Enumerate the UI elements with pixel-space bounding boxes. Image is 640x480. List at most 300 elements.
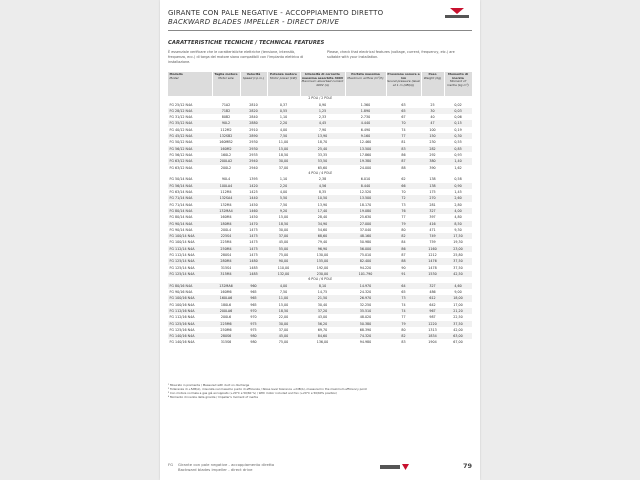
table-cell: FG 125/14 N4A [169, 265, 195, 270]
table-cell: 416 [421, 221, 444, 227]
table-cell: 65 [386, 108, 421, 114]
table-cell: 0,03 [444, 108, 472, 114]
table-cell: 230,00 [300, 271, 345, 277]
table-cell: 50.980 [359, 240, 372, 245]
table-cell: 27.000 [345, 221, 386, 227]
table-cell: 970 [250, 315, 257, 320]
table-cell: 132SA4 [212, 195, 240, 201]
table-cell: 160M2 [212, 146, 240, 152]
table-cell: 160MB2 [219, 140, 233, 145]
table-cell: 642 [429, 302, 436, 307]
table-cell: 45,00 [278, 240, 289, 245]
table-cell: 63,00 [444, 333, 472, 339]
table-cell: 90L2 [212, 120, 240, 126]
table-cell: 132MA4 [212, 208, 240, 214]
column-header [345, 72, 386, 96]
column-header [212, 72, 240, 96]
table-cell: 138 [429, 177, 436, 182]
table-cell: 48.160 [345, 233, 386, 239]
footnotes [168, 383, 468, 399]
table-cell: 4,00 [279, 190, 288, 195]
table-cell: 11,00 [278, 140, 289, 145]
table-cell: 47 [421, 120, 444, 126]
table-cell: 67,00 [453, 340, 463, 345]
table-cell: 2820 [240, 108, 267, 114]
column-header-en: Speed (r.p.m.) [242, 75, 265, 80]
table-cell: 32.250 [359, 302, 372, 307]
table-cell: 132,00 [267, 271, 300, 277]
ferrari-logo-icon [442, 6, 472, 20]
table-cell: 34,90 [300, 221, 345, 227]
table-cell: 1475 [249, 253, 258, 258]
table-cell: 155,00 [300, 258, 345, 264]
table-cell: 81 [401, 140, 406, 145]
column-header-en: Motor power (kW) [270, 75, 297, 80]
table-cell: 160L2 [220, 152, 232, 157]
table-cell: 1475 [240, 233, 267, 239]
table-cell: 18,50 [267, 221, 300, 227]
table-cell: 19,30 [453, 240, 463, 245]
table-cell: 965 [240, 295, 267, 301]
table-cell: 4,00 [279, 127, 288, 132]
table-cell: 1,10 [279, 177, 288, 182]
table-cell: 50.380 [345, 321, 386, 327]
table-cell: 4,45 [300, 120, 345, 126]
table-cell: 68.390 [359, 327, 372, 332]
table-cell: 13,90 [300, 133, 345, 139]
table-cell: 175 [429, 190, 436, 195]
table-cell: 17,00 [453, 302, 463, 307]
table-cell: 200L4 [220, 227, 232, 232]
table-cell: 150 [421, 133, 444, 139]
table-cell: FG 100/16 N4A [168, 295, 212, 301]
table-cell: 83 [401, 340, 406, 345]
table-cell: 980 [240, 333, 267, 339]
table-cell: 53,50 [300, 158, 345, 164]
column-header [444, 72, 472, 96]
table-cell: FG 125/16 N4A [168, 321, 212, 327]
table-cell: 2,20 [267, 120, 300, 126]
table-cell: 17,40 [300, 208, 345, 214]
table-cell: 2940 [249, 165, 258, 170]
table-cell: 33,35 [317, 152, 328, 157]
table-cell: 10,50 [300, 195, 345, 201]
table-cell: 281 [429, 202, 436, 207]
table-cell: 30,00 [278, 227, 289, 232]
table-cell: 380 [421, 158, 444, 164]
table-cell: 13.500 [345, 195, 386, 201]
table-cell: 37.040 [359, 227, 372, 232]
table-cell: 9.160 [345, 133, 386, 139]
table-cell: 2890 [240, 133, 267, 139]
table-cell: 1450 [249, 202, 258, 207]
table-cell: 25,40 [300, 146, 345, 152]
table-cell: 66 [386, 183, 421, 189]
column-header-it: Portata massima [351, 72, 380, 76]
table-cell: 130,00 [316, 253, 329, 258]
table-cell: 25.630 [359, 215, 372, 220]
table-cell: 200LA6 [212, 308, 240, 314]
table-cell: FG 125/14 N4A [168, 258, 212, 264]
table-cell: 67 [401, 115, 406, 120]
table-cell: 1485 [249, 265, 258, 270]
section-title: CARATTERISTICHE TECNICHE / TECHNICAL FEATURES [168, 40, 325, 46]
table-cell: FG 31/12 N4A [169, 115, 193, 120]
table-cell: 280S6 [212, 333, 240, 339]
table-cell: 0,55 [267, 108, 300, 114]
table-cell: 63 [401, 102, 406, 107]
table-cell: 0,02 [454, 102, 462, 107]
table-cell: 12.520 [359, 190, 372, 195]
table-cell: 7,90 [318, 127, 327, 132]
table-cell: 967 [421, 308, 444, 314]
footer-line-english: Backward blades impeller - direct drive [178, 467, 253, 472]
table-cell: 987 [429, 315, 436, 320]
table-cell: 960 [240, 283, 267, 289]
table-cell: 1480 [240, 258, 267, 264]
table-cell: 0,90 [444, 183, 472, 189]
table-cell: 30,40 [317, 302, 328, 307]
column-header-en: Maximum absorbed current 400V (A) [301, 79, 344, 87]
table-cell: FG 90/14 N4A [168, 221, 212, 227]
table-cell: 965 [250, 302, 257, 307]
table-cell: 1450 [249, 215, 258, 220]
table-cell: 4.440 [345, 120, 386, 126]
table-cell: 15,00 [278, 215, 289, 220]
table-cell: 73 [401, 202, 406, 207]
page-title: GIRANTE CON PALE NEGATIVE - ACCOPPIAMENTO DIRETTO [168, 9, 384, 17]
table-cell: 1,10 [279, 115, 288, 120]
footnote: ² Tolleranze di +5dB(A), misurata nel massimo punto di efficienza / Noise level tolerance +2dB(A), measured in the maximum efficiency point [168, 387, 367, 392]
table-cell: 24.000 [359, 165, 372, 170]
table-cell: 1,25 [300, 108, 345, 114]
table-cell: 4,00 [267, 283, 300, 289]
table-cell: 1904 [428, 340, 437, 345]
table-cell: 15,00 [278, 302, 289, 307]
table-cell: 37,50 [444, 258, 472, 264]
table-cell: 88 [401, 165, 406, 170]
table-cell: 282 [421, 146, 444, 152]
table-cell: 225S4 [212, 233, 240, 239]
column-header [168, 72, 212, 96]
table-cell: 37,50 [444, 321, 472, 327]
column-header [300, 72, 345, 96]
table-cell: 30,00 [267, 158, 300, 164]
table-cell: 82 [386, 333, 421, 339]
page-number: 79 [462, 462, 472, 470]
table-cell: 72 [386, 195, 421, 201]
table-cell: 4,60 [444, 283, 472, 289]
footer-code: FG [168, 462, 174, 467]
table-cell: 54,60 [317, 227, 328, 232]
technical-features-table [168, 72, 473, 346]
table-cell: 1,62 [454, 165, 462, 170]
table-cell: 7,50 [267, 133, 300, 139]
table-cell: 79 [386, 221, 421, 227]
column-header [386, 72, 421, 96]
table-cell: 8,50 [444, 221, 472, 227]
intro-text-italian: È essenziale verificare che le caratteristiche elettriche (tensione, intensità, frequenza, ecc.) di targa del motore siano compatibili con l'impianto elettrico di installazione. [168, 50, 304, 64]
table-cell: 17.860 [359, 152, 372, 157]
table-cell: 8,10 [300, 283, 345, 289]
table-cell: 200LA2 [212, 158, 240, 164]
pole-group-label: 6 POLI / 6 POLE [168, 277, 472, 283]
table-cell: 1475 [249, 240, 258, 245]
table-cell: 397 [429, 215, 436, 220]
table-cell: 13,90 [317, 202, 328, 207]
table-row [168, 339, 472, 345]
table-cell: 26.970 [345, 295, 386, 301]
table-cell: 18,50 [267, 308, 300, 314]
table-cell: 100 [429, 127, 436, 132]
table-cell: 21,50 [300, 295, 345, 301]
table-cell: 970 [240, 308, 267, 314]
table-cell: 1220 [421, 321, 444, 327]
table-cell: 1212 [428, 253, 437, 258]
table-cell: 80 [401, 227, 406, 232]
table-cell: 25 [430, 102, 435, 107]
catalog-page [160, 0, 480, 480]
table-cell: 980 [250, 340, 257, 345]
table-body [168, 96, 472, 346]
column-header-it: Peso [428, 72, 437, 76]
table-cell: 40 [430, 115, 435, 120]
table-cell: 30 [421, 108, 444, 114]
table-cell: 18.170 [359, 202, 372, 207]
table-cell: 94.220 [359, 265, 372, 270]
table-cell: 1.360 [360, 102, 371, 107]
table-cell: 75,00 [278, 253, 289, 258]
table-cell: 101.790 [345, 271, 386, 277]
table-cell: 94.980 [359, 340, 372, 345]
table-cell: FG 90/14 N4A [169, 227, 193, 232]
table-cell: FG 63/12 N4A [169, 165, 193, 170]
table-cell: FG 80/14 N4A [168, 208, 212, 214]
table-cell: 1460 [240, 208, 267, 214]
table-cell: 132MA6 [212, 283, 240, 289]
table-cell: FG 100/16 N4A [169, 302, 195, 307]
table-cell: 230 [429, 140, 436, 145]
table-cell: 48.020 [359, 315, 372, 320]
table-cell: 55,00 [267, 246, 300, 252]
table-cell: 2,33 [318, 115, 327, 120]
table-cell: 1470 [240, 221, 267, 227]
table-cell: FG 100/14 N4A [169, 240, 195, 245]
table-cell: 90 [401, 265, 406, 270]
table-cell: 23,00 [444, 246, 472, 252]
table-cell: 192,00 [316, 265, 329, 270]
table-cell: 87 [401, 253, 406, 258]
table-cell: 270 [421, 195, 444, 201]
table-cell: 1425 [249, 190, 258, 195]
table-cell: 2,20 [267, 183, 300, 189]
table-cell: 74 [386, 308, 421, 314]
table-cell: 24.320 [359, 290, 372, 295]
header-divider [168, 30, 472, 31]
table-cell: 200L6 [220, 315, 232, 320]
table-cell: 1,40 [444, 158, 472, 164]
table-cell: 327 [421, 283, 444, 289]
table-cell: 28,40 [317, 215, 328, 220]
pole-group-label: 4 POLI / 4 POLE [168, 171, 472, 177]
table-cell: 42,00 [453, 327, 463, 332]
table-cell: 91 [386, 271, 421, 277]
table-cell: 612 [421, 295, 444, 301]
table-cell: 86 [386, 246, 421, 252]
table-cell: 5,50 [267, 195, 300, 201]
table-cell: 2810 [249, 102, 258, 107]
table-cell: 80 [401, 327, 406, 332]
footnote: ⁴ Momento di inerzia della girante / Impeller's moment of inertia [168, 395, 258, 400]
table-cell: FG 28/12 N4A [168, 108, 212, 114]
table-cell: FG 56/12 N4A [168, 146, 212, 152]
table-cell: 79 [386, 321, 421, 327]
table-cell: 13.500 [345, 146, 386, 152]
table-cell: 0,93 [454, 152, 462, 157]
table-cell: FG 50/12 N4A [169, 140, 193, 145]
table-cell: 471 [429, 227, 436, 232]
table-cell: 315M4 [212, 271, 240, 277]
table-cell: FG 112/16 N4A [169, 315, 195, 320]
table-cell: FG 63/14 N4A [169, 190, 193, 195]
table-cell: FG 140/16 N4A [169, 340, 195, 345]
table-cell: 1,45 [454, 190, 462, 195]
table-cell: 759 [429, 240, 436, 245]
table-cell: 0,90 [318, 102, 327, 107]
table-cell: 1476 [421, 258, 444, 264]
table-cell: 160LA6 [212, 295, 240, 301]
table-cell: 2930 [240, 146, 267, 152]
table-cell: 56,20 [300, 321, 345, 327]
table-cell: 8,35 [318, 190, 327, 195]
table-cell: 14,75 [317, 290, 328, 295]
table-cell: 110,00 [277, 265, 290, 270]
table-cell: 74.320 [345, 333, 386, 339]
table-cell: FG 35/12 N4A [168, 120, 212, 126]
table-cell: 82 [386, 233, 421, 239]
table-cell: 0,19 [454, 127, 462, 132]
table-cell: 14.970 [345, 283, 386, 289]
table-cell: 486 [429, 290, 436, 295]
table-cell: FG 140/16 N4A [168, 333, 212, 339]
table-cell: 280S4 [220, 253, 232, 258]
column-header-en: Maximum airflow (m³/h) [347, 75, 384, 80]
table-cell: 7,50 [279, 290, 288, 295]
table-cell: 64 [386, 283, 421, 289]
table-cell: 390 [429, 165, 436, 170]
table-cell: 37,20 [300, 308, 345, 314]
table-cell: 12.460 [359, 140, 372, 145]
footnote: ³ Con motore normale a gas già accoppiato (+20°C e 50/60 %) / With motor included and fan (+20°C e 50/60% position) [168, 391, 338, 396]
table-cell: FG 112/16 N4A [168, 308, 212, 314]
table-cell: 82.400 [345, 258, 386, 264]
table-cell: FG 45/12 N4A [168, 133, 212, 139]
table-cell: 17,50 [444, 233, 472, 239]
table-cell: 88 [386, 258, 421, 264]
page-header [168, 9, 458, 27]
table-cell: 292 [429, 152, 436, 157]
table-cell: 315S4 [220, 265, 232, 270]
table-cell: 71A2 [221, 102, 231, 107]
table-cell: FG 40/12 N4A [169, 127, 193, 132]
table-cell: 112M2 [220, 127, 232, 132]
column-header [421, 72, 444, 96]
table-cell: 65 [401, 290, 406, 295]
table-cell: 2.730 [360, 115, 371, 120]
table-cell: 160M6 [220, 290, 232, 295]
table-cell: 2910 [249, 127, 258, 132]
table-cell: 9,00 [454, 290, 462, 295]
table-cell: 18,50 [278, 152, 289, 157]
table-cell: 90,00 [267, 258, 300, 264]
table-cell: 69,70 [317, 327, 328, 332]
table-cell: 79,40 [317, 240, 328, 245]
table-cell: FG 71/14 N4A [169, 202, 193, 207]
table-cell: 250M6 [220, 327, 232, 332]
column-header-it: Modello [169, 72, 183, 76]
table-cell: 15,00 [267, 146, 300, 152]
table-cell: 180L6 [220, 302, 232, 307]
table-cell: 965 [250, 290, 257, 295]
table-cell: 9,30 [454, 227, 462, 232]
table-cell: 87 [386, 158, 421, 164]
table-cell: 0,15 [444, 120, 472, 126]
table-cell: 70 [401, 190, 406, 195]
table-cell: 6.490 [360, 127, 371, 132]
table-cell: 0,06 [454, 115, 462, 120]
table-cell: 56.000 [345, 246, 386, 252]
table-cell: 0,58 [454, 177, 462, 182]
table-cell: 6.010 [360, 177, 371, 182]
table-cell: 4,80 [454, 215, 462, 220]
intro-text-english: Please, check that electrical features (voltage, current, frequency, etc.) are suitable with your installation. [327, 50, 455, 59]
table-cell: 8.440 [345, 183, 386, 189]
table-cell: 62 [401, 177, 406, 182]
table-cell: 315S6 [220, 340, 232, 345]
table-cell: 19.080 [345, 208, 386, 214]
table-cell: 1.890 [345, 108, 386, 114]
table-cell: 37,50 [453, 265, 463, 270]
table-cell: 2880 [240, 120, 267, 126]
table-cell: 77 [386, 133, 421, 139]
table-cell: 250M4 [212, 246, 240, 252]
table-cell: 1313 [428, 327, 437, 332]
gebr-ferrari-logo-icon [380, 463, 410, 471]
table-cell: FG 80/14 N4A [169, 215, 193, 220]
table-cell: 280M4 [212, 258, 240, 264]
table-cell: FG 112/14 N4A [168, 246, 212, 252]
table-cell: 35.510 [345, 308, 386, 314]
table-cell: 71B2 [212, 108, 240, 114]
table-cell: 4,00 [444, 208, 472, 214]
column-header-en: Motor size [218, 75, 234, 80]
table-cell: 2930 [249, 140, 258, 145]
table-cell: 225M6 [212, 321, 240, 327]
table-cell: 136,00 [316, 340, 329, 345]
table-cell: 1395 [249, 177, 258, 182]
table-cell: 74 [401, 302, 406, 307]
table-cell: 7,50 [279, 202, 288, 207]
table-cell: 21,20 [444, 308, 472, 314]
table-cell: FG 90/16 N4A [169, 290, 193, 295]
column-header-en: Sound pressure (level at 1 m (dB(A)) [387, 79, 420, 87]
table-cell: 19.380 [345, 158, 386, 164]
table-cell: 100LA4 [212, 183, 240, 189]
table-cell: 1475 [240, 246, 267, 252]
table-cell: 0,85 [444, 146, 472, 152]
column-header-it: Velocità [246, 72, 261, 76]
table-cell: FG 80/16 N4A [168, 283, 212, 289]
